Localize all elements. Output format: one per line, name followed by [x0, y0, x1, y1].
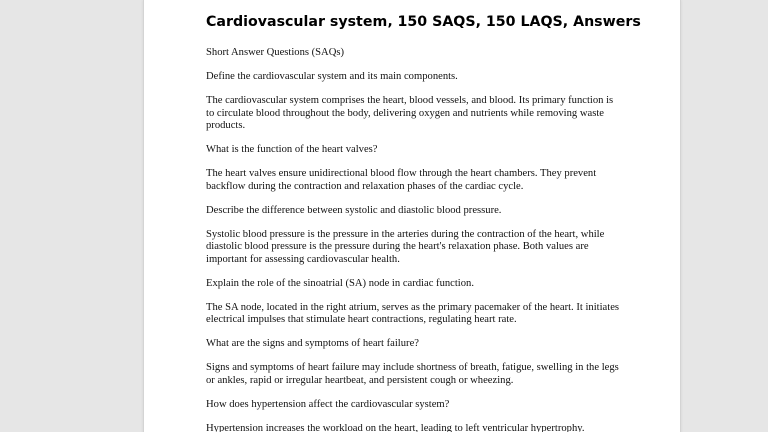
page-content — [206, 12, 641, 432]
section-heading: Short Answer Questions (SAQs) — [206, 47, 345, 58]
question-paragraph: What are the signs and symptoms of heart failure? — [206, 338, 419, 349]
answer-paragraph: Signs and symptoms of heart failure may include shortness of breath, fatigue, swelling in the legs or ankles, rapid or irregular heartbeat, and persistent cough or wheezing. — [206, 362, 619, 386]
question-paragraph: How does hypertension affect the cardiovascular system? — [206, 398, 450, 410]
document-title: Cardiovascular system‚ 150 SAQS, 150 LAQS, Answers — [206, 14, 641, 30]
answer-paragraph: The heart valves ensure unidirectional blood flow through the heart chambers. They prevent backflow during the contraction and relaxation phases of the cardiac cycle. — [206, 168, 597, 192]
answer-paragraph: Hypertension increases the workload on the heart, leading to left ventricular hypertrophy. — [206, 422, 585, 432]
question-paragraph: What is the function of the heart valves? — [206, 144, 378, 155]
question-paragraph: Define the cardiovascular system and its main components. — [206, 71, 458, 82]
answer-paragraph: The cardiovascular system comprises the heart, blood vessels, and blood. Its primary function is to circulate blood throughout the body, delivering oxygen and nutrients while removing waste products. — [206, 95, 614, 131]
answer-paragraph: The SA node, located in the right atrium, serves as the primary pacemaker of the heart. It initiates electrical impulses that stimulate heart contractions, regulating heart rate. — [206, 301, 620, 325]
question-paragraph: Explain the role of the sinoatrial (SA) node in cardiac function. — [206, 277, 474, 289]
answer-paragraph: Systolic blood pressure is the pressure in the arteries during the contraction of the heart, while diastolic blood pressure is the pressure during the heart's relaxation phase. Both values are important for assessing cardiovascular health. — [206, 228, 605, 265]
document-page — [143, 0, 681, 432]
question-paragraph: Describe the difference between systolic and diastolic blood pressure. — [206, 204, 502, 216]
